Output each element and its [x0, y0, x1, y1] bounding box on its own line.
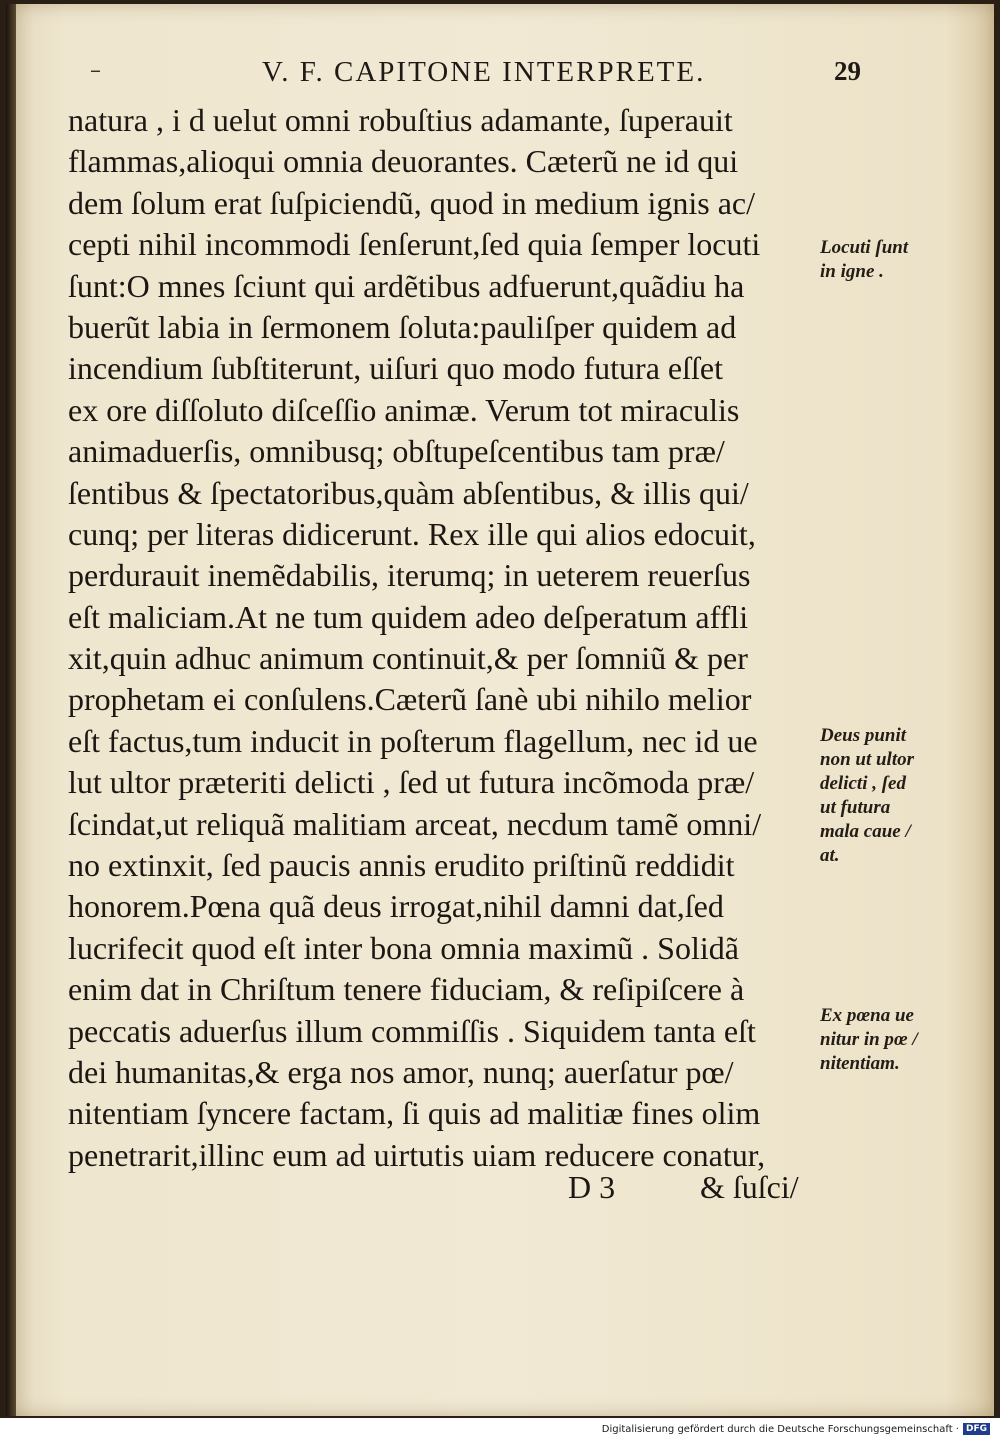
text-line: nitentiam ſyncere factam, ſi quis ad malitiæ fines olim — [68, 1095, 761, 1132]
running-header — [66, 54, 926, 94]
marginal-note-line: ut futura — [820, 797, 891, 818]
text-line: ex ore diſſoluto diſceſſio animæ. Verum tot miraculis — [68, 391, 740, 428]
book-page — [6, 4, 994, 1416]
text-line: perdurauit inemẽdabilis, iterumq; in ueterem reuerſus — [68, 557, 751, 594]
marginal-note-line: non ut ultor — [820, 749, 914, 770]
text-line: no extinxit, ſed paucis annis erudito priſtinũ reddidit — [68, 847, 735, 884]
text-line: lucrifecit quod eſt inter bona omnia maximũ . Solidã — [68, 929, 739, 966]
text-line: flammas,alioqui omnia deuorantes. Cæterũ ne id qui — [68, 143, 739, 180]
text-line: xit,quin adhuc animum continuit,& per ſomniũ & per — [68, 640, 748, 677]
marginal-note-line: in igne . — [820, 261, 884, 282]
text-line: lut ultor præteriti delicti , ſed ut futura incõmoda præ/ — [68, 764, 755, 801]
text-line: enim dat in Chriſtum tenere fiduciam, & reſipiſcere à — [68, 971, 745, 1008]
text-line: ſcindat,ut reliquã malitiam arceat, necdum tamẽ omni/ — [68, 805, 762, 842]
text-line: eſt maliciam.At ne tum quidem adeo deſperatum affli — [68, 598, 749, 635]
catchword: & ſuſci/ — [700, 1169, 799, 1205]
marginal-note-line: Ex pœna ue — [820, 1005, 914, 1026]
marginal-note — [820, 236, 950, 284]
text-line: cunq; per literas didicerunt. Rex ille qui alios edocuit, — [68, 515, 756, 552]
page-number: 29 — [834, 56, 861, 86]
main-text-block — [68, 100, 828, 1176]
header-mark: – — [90, 58, 101, 83]
text-line: animaduerſis, omnibusq; obſtupeſcentibus tam præ/ — [68, 433, 725, 470]
digitization-footer — [602, 1422, 990, 1436]
text-line: peccatis aduerſus illum commiſſis . Siquidem tanta eſt — [68, 1012, 756, 1049]
text-line: prophetam ei conſulens.Cæterũ ſanè ubi nihilo melior — [68, 681, 752, 718]
marginal-note-line: Locuti ſunt — [820, 237, 909, 258]
text-line: penetrarit,illinc eum ad uirtutis uiam reducere conatur, — [68, 1136, 766, 1173]
text-line: dem ſolum erat ſuſpiciendũ, quod in medium ignis ac/ — [68, 184, 755, 221]
text-line: natura , i d uelut omni robuſtius adamante, ſuperauit — [68, 102, 733, 138]
catchline — [68, 1169, 828, 1209]
marginal-note-line: nitur in pœ / — [820, 1029, 918, 1050]
text-line: eſt factus,tum inducit in poſterum flagellum, nec id ue — [68, 722, 758, 759]
marginal-note-line: nitentiam. — [820, 1053, 900, 1074]
marginal-note-line: at. — [820, 845, 840, 866]
marginal-note — [820, 724, 950, 868]
text-line: ſunt:O mnes ſciunt qui ardẽtibus adfuerunt,quãdiu ha — [68, 267, 745, 304]
text-line: honorem.Pœna quã deus irrogat,nihil damni dat,ſed — [68, 888, 724, 925]
dfg-logo: DFG — [963, 1423, 990, 1435]
signature-mark: D 3 — [568, 1169, 616, 1205]
text-line: incendium ſubſtiterunt, uiſuri quo modo futura eſſet — [68, 350, 723, 387]
marginal-note-line: Deus punit — [820, 725, 907, 746]
running-title: V. F. CAPITONE INTERPRETE. — [262, 56, 706, 88]
binding-gutter — [6, 4, 16, 1416]
text-line: buerũt labia in ſermonem ſoluta:pauliſper quidem ad — [68, 308, 737, 345]
text-line: cepti nihil incommodi ſenſerunt,ſed quia ſemper locuti — [68, 226, 761, 263]
text-line: dei humanitas,& erga nos amor, nunq; auerſatur pœ/ — [68, 1053, 734, 1090]
text-line: ſentibus & ſpectatoribus,quàm abſentibus, & illis qui/ — [68, 474, 749, 511]
marginal-note — [820, 1004, 950, 1076]
marginal-note-line: delicti , ſed — [820, 773, 906, 794]
funding-credit: Digitalisierung gefördert durch die Deutsche Forschungsgemeinschaft · — [601, 1423, 959, 1435]
marginal-note-line: mala caue / — [820, 821, 911, 842]
